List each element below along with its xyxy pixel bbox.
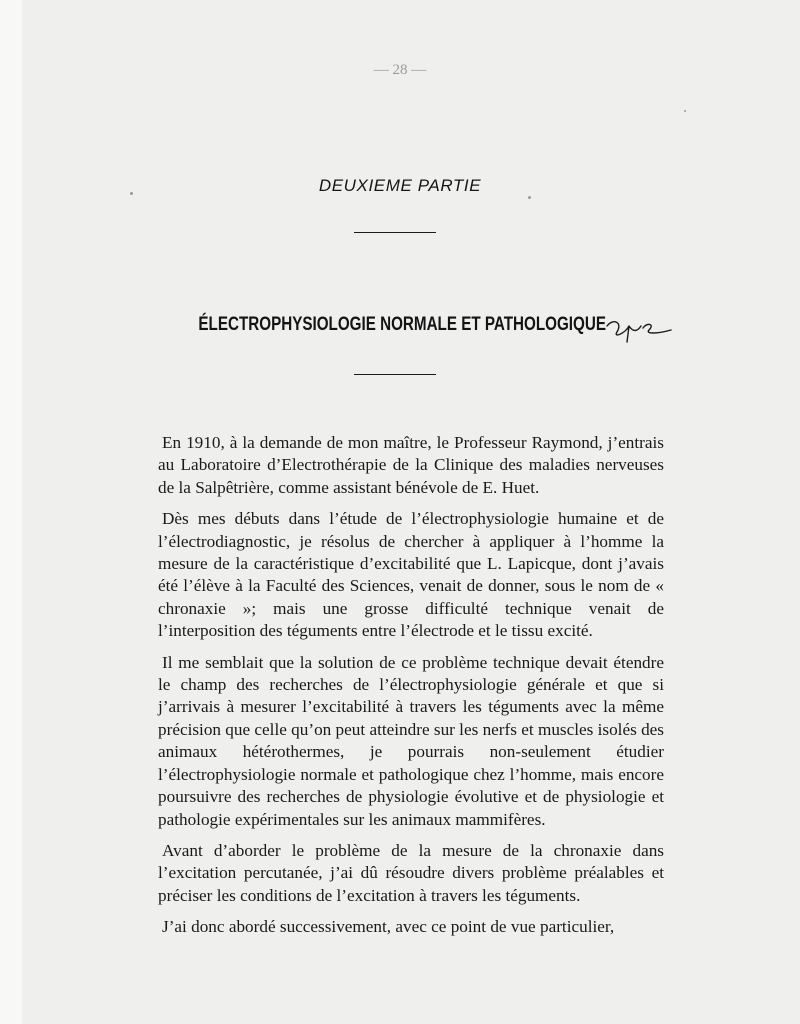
paragraph-4: Avant d’aborder le problème de la mesure de la chronaxie dans l’excitation percutanée, j’ai dû résoudre divers problème préalables et préciser les conditions de l’excitation à travers les téguments. <box>158 840 664 905</box>
paragraph-5: J’ai donc abordé successivement, avec ce point de vue particulier, <box>162 917 615 937</box>
page-number: — 28 — <box>373 62 427 78</box>
paragraph-2: Dès mes débuts dans l’étude de l’électrophysiologie humaine et de l’électrodiagnostic, je résolus de chercher à appliquer à l’homme la mesure de la caractéristique d’excitabilité que L. Lapicque, dont j’avais été l’élève à la Faculté des Sciences, venait de donner, sous le nom de « chronaxie »; mais une grosse difficulté technique venait de l’interposition des téguments entre l’électrode et le tissu excité. <box>158 509 664 641</box>
section-label: DEUXIEME PARTIE <box>318 176 482 195</box>
chapter-title: ÉLECTROPHYSIOLOGIE NORMALE ET PATHOLOGIQUE <box>198 313 606 335</box>
paragraph-1: En 1910, à la demande de mon maître, le Professeur Raymond, j’entrais au Laboratoire d’Electrothérapie de la Clinique des maladies nerveuses de la Salpêtrière, comme assistant bénévole de E. Huet. <box>158 433 664 497</box>
handwritten-annotation-icon <box>603 312 673 348</box>
body-text <box>158 432 664 948</box>
paper-speck <box>684 110 686 112</box>
divider-rule-bottom <box>354 374 436 375</box>
page-margin-strip <box>0 0 22 1024</box>
paragraph-3: Il me semblait que la solution de ce problème technique devait étendre le champ des recherches de l’électrophysiologie générale et que si j’arrivais à mesurer l’excitabilité à travers les téguments avec la même précision que celle qu’on peut atteindre sur les nerfs et muscles isolés des animaux hétérothermes, je pourrais non-seulement étudier l’électrophysiologie normale et pathologique chez l’homme, mais encore poursuivre des recherches de physiologie évolutive et de physiologie et pathologie expérimentales sur les animaux mammifères. <box>158 652 664 829</box>
divider-rule-top <box>354 232 436 233</box>
paper-speck <box>528 196 531 199</box>
paper-speck <box>130 192 133 195</box>
